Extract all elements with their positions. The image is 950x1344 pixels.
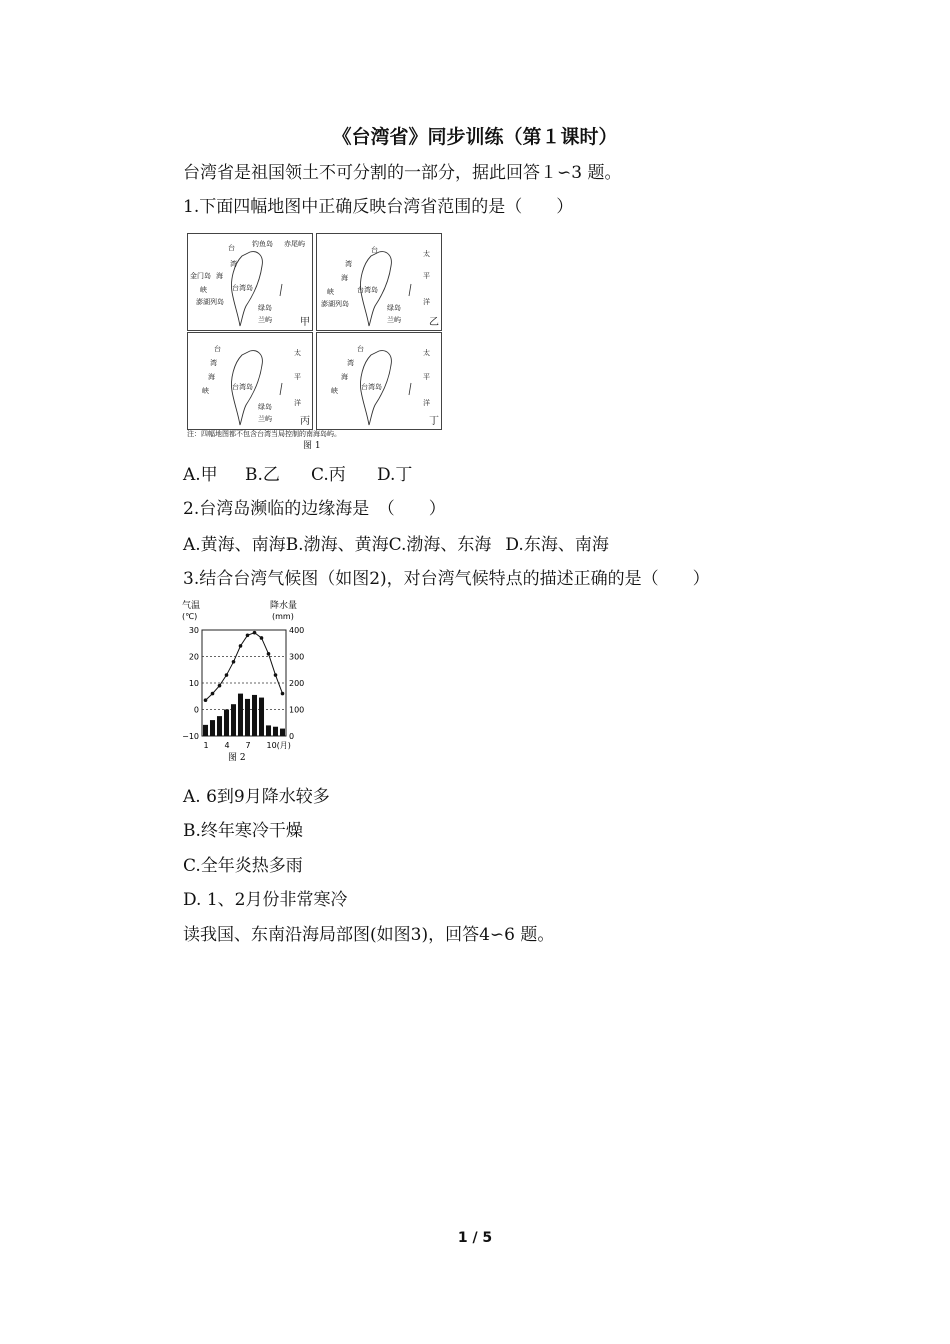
map-label: 兰屿 <box>387 316 401 324</box>
temperature-line <box>206 633 283 701</box>
map-label: 金门岛 <box>190 272 211 280</box>
map-label: 兰屿 <box>258 415 272 423</box>
map-label: 绿岛 <box>387 304 401 312</box>
left-tick-label: 20 <box>188 652 199 662</box>
right-tick-label: 400 <box>289 626 305 635</box>
precipitation-bar <box>231 704 236 736</box>
map-panel-bing <box>187 332 313 430</box>
map-label: 峡 <box>331 387 338 395</box>
map-label: 峡 <box>202 387 209 395</box>
right-tick-label: 0 <box>289 732 295 741</box>
page-title: 《台湾省》同步训练（第１课时） <box>332 126 618 148</box>
left-axis-title: 气温 <box>182 601 201 611</box>
taiwan-island-outline <box>317 333 441 429</box>
map-label: 台 <box>371 246 378 254</box>
map-label: 绿岛 <box>258 304 272 312</box>
map-panel-yi <box>316 233 442 331</box>
map-label: 洋 <box>294 399 301 407</box>
map-label: 台 <box>357 345 364 353</box>
option-a: A.甲 <box>183 465 218 485</box>
left-axis-unit: (℃) <box>182 612 198 621</box>
x-tick-label: 7 <box>245 741 251 750</box>
temperature-point <box>281 692 285 696</box>
taiwan-island-outline <box>317 234 441 330</box>
map-label: 澎湖列岛 <box>196 298 224 306</box>
map-label: 湾 <box>230 260 237 268</box>
panel-label: 乙 <box>429 317 439 328</box>
left-tick-label: −10 <box>182 732 199 741</box>
map-label: 峡 <box>200 286 207 294</box>
precipitation-bar <box>266 725 271 736</box>
precipitation-bar <box>217 716 222 736</box>
right-tick-label: 200 <box>289 679 305 688</box>
map-label: 绿岛 <box>258 403 272 411</box>
figure-1-note: 注：四幅地图都不包含台湾当局控制的南海岛屿。 <box>187 430 341 438</box>
map-label: 台 <box>214 345 221 353</box>
map-label: 湾 <box>347 359 354 367</box>
temperature-point <box>218 684 222 688</box>
x-tick-label: 4 <box>224 741 230 750</box>
right-tick-label: 300 <box>289 652 305 662</box>
figure-1-maps <box>187 230 443 450</box>
option-d: D.东海、南海 <box>505 535 609 555</box>
temperature-point <box>239 644 243 648</box>
figure-1-caption: 图 1 <box>303 441 321 451</box>
map-label: 海 <box>216 272 223 280</box>
map-label: 湾 <box>210 359 217 367</box>
option-a: A.黄海、南海 <box>183 535 286 555</box>
question-1-options <box>183 464 412 486</box>
map-label: 海 <box>341 373 348 381</box>
map-label: 平 <box>423 373 430 381</box>
map-label: 兰屿 <box>258 316 272 324</box>
map-panel-jia <box>187 233 313 331</box>
left-tick-label: 30 <box>188 626 199 635</box>
question-3-option-a: A. 6到9月降水较多 <box>183 787 330 807</box>
panel-label: 丁 <box>429 416 439 427</box>
page-number: 1 / 5 <box>457 1230 493 1246</box>
precipitation-bar <box>224 710 229 737</box>
question-3-option-c: C.全年炎热多雨 <box>183 856 303 876</box>
figure-2-climate-chart <box>180 598 310 768</box>
temperature-point <box>211 692 215 696</box>
map-label: 平 <box>294 373 301 381</box>
temperature-point <box>274 673 278 677</box>
option-c: C.渤海、东海 <box>388 535 492 555</box>
precipitation-bar <box>238 694 243 736</box>
map-label: 太 <box>423 250 430 258</box>
precipitation-bar <box>245 699 250 736</box>
intro-text: 台湾省是祖国领土不可分割的一部分，据此回答１∽3 题。 <box>183 163 622 183</box>
figure-2-caption: 图 2 <box>228 753 246 763</box>
option-b: B.渤海、黄海 <box>285 535 389 555</box>
right-axis-title: 降水量 <box>270 601 298 611</box>
panel-label: 甲 <box>300 317 310 328</box>
question-3-option-d: D. 1、2月份非常寒冷 <box>183 890 348 910</box>
left-tick-label: 10 <box>188 679 199 688</box>
map-label: 赤尾屿 <box>284 240 305 248</box>
map-label: 台湾岛 <box>357 286 378 294</box>
map-label: 台湾岛 <box>232 284 253 292</box>
map-label: 台 <box>228 244 235 252</box>
map-label: 平 <box>423 272 430 280</box>
map-label: 台湾岛 <box>361 383 382 391</box>
temperature-point <box>232 660 236 664</box>
map-label: 钓鱼岛 <box>252 240 273 248</box>
x-tick-label: 10(月) <box>266 741 291 750</box>
question-3-stem: 3.结合台湾气候图（如图2)，对台湾气候特点的描述正确的是（ ） <box>183 569 710 589</box>
option-b: B.乙 <box>245 465 280 485</box>
option-d: D.丁 <box>377 465 413 485</box>
precipitation-bar <box>280 729 285 736</box>
right-axis-unit: (mm) <box>272 612 294 621</box>
map-label: 洋 <box>423 298 430 306</box>
taiwan-island-outline <box>188 234 312 330</box>
temperature-point <box>246 634 250 638</box>
x-tick-label: 1 <box>203 741 209 750</box>
precipitation-bar <box>259 698 264 736</box>
map-label: 峡 <box>327 288 334 296</box>
temperature-point <box>225 673 229 677</box>
temperature-point <box>204 698 208 702</box>
map-label: 台湾岛 <box>232 383 253 391</box>
option-c: C.丙 <box>311 465 346 485</box>
question-1-stem: 1.下面四幅地图中正确反映台湾省范围的是（ ） <box>183 197 574 217</box>
climate-chart-svg <box>180 598 310 768</box>
panel-label: 丙 <box>300 416 310 427</box>
question-2-options <box>183 534 609 556</box>
map-label: 湾 <box>345 260 352 268</box>
temperature-point <box>260 636 264 640</box>
map-label: 海 <box>341 274 348 282</box>
temperature-point <box>267 652 271 656</box>
precipitation-bar <box>273 727 278 736</box>
map-label: 澎湖列岛 <box>321 300 349 308</box>
precipitation-bar <box>203 725 208 736</box>
map-label: 海 <box>208 373 215 381</box>
precipitation-bar <box>210 720 215 736</box>
right-tick-label: 100 <box>289 705 305 715</box>
question-2-stem: 2.台湾岛濒临的边缘海是 （ ） <box>183 499 446 519</box>
precipitation-bar <box>252 695 257 736</box>
section-4-6-intro: 读我国、东南沿海局部图(如图3)，回答4∽6 题。 <box>183 925 555 945</box>
map-label: 洋 <box>423 399 430 407</box>
map-label: 太 <box>294 349 301 357</box>
temperature-point <box>253 631 257 635</box>
map-label: 太 <box>423 349 430 357</box>
map-panel-ding <box>316 332 442 430</box>
left-tick-label: 0 <box>193 705 199 715</box>
taiwan-island-outline <box>188 333 312 429</box>
question-3-option-b: B.终年寒冷干燥 <box>183 821 303 841</box>
